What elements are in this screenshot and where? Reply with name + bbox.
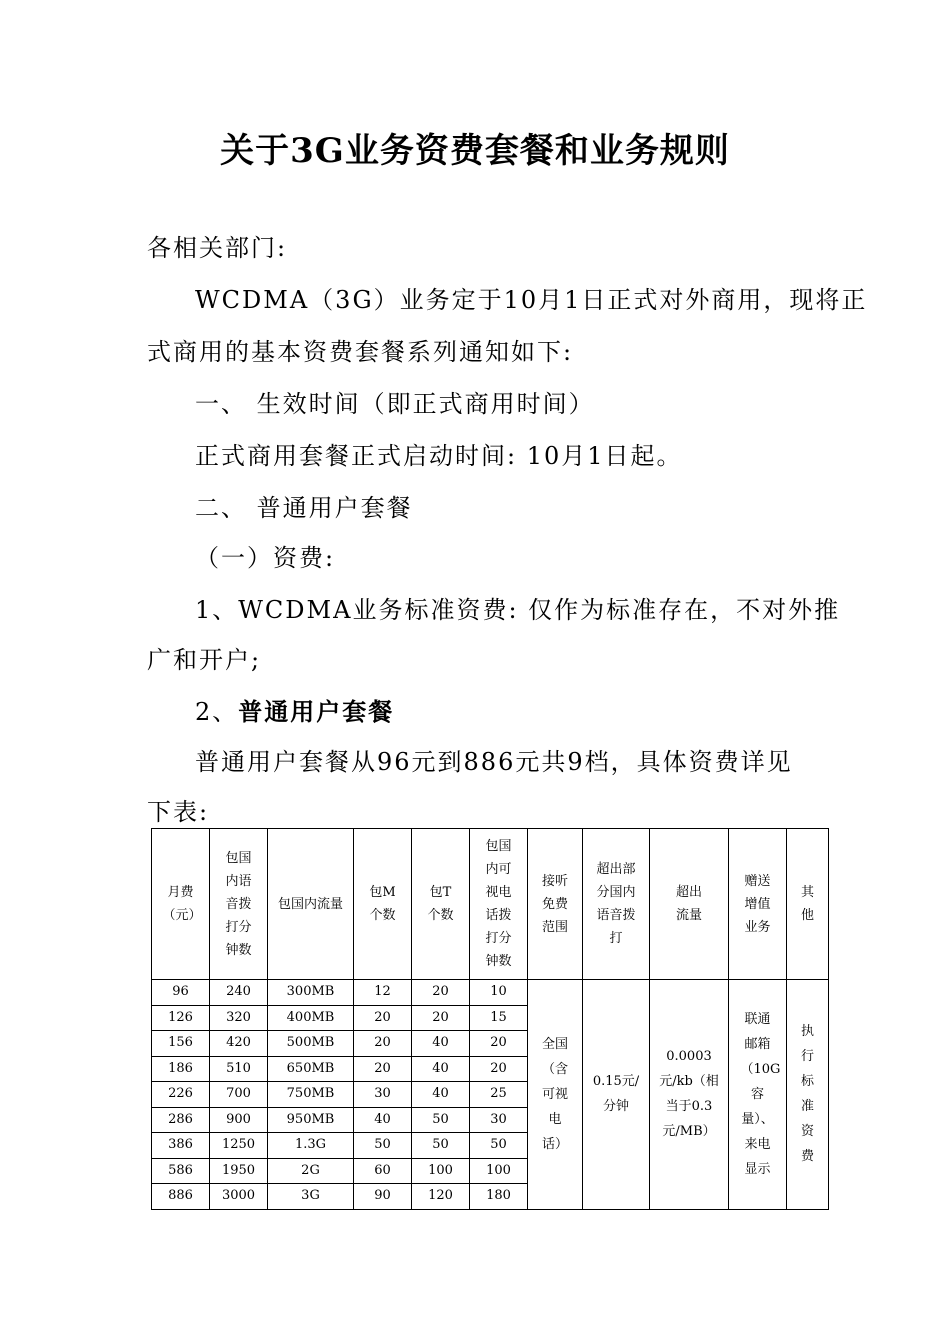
header-monthly-fee: 月费（元）: [152, 829, 210, 980]
header-data: 包国内流量: [268, 829, 354, 980]
cell-sms: 20: [354, 1031, 412, 1057]
cell-mms: 40: [412, 1082, 470, 1108]
cell-data: 300MB: [268, 980, 354, 1006]
cell-free-incoming: 全国（含可视电话）: [528, 980, 583, 1210]
cell-other: 执行标准资费: [787, 980, 829, 1210]
header-extra-voice: 超出部分国内语音拨打: [583, 829, 650, 980]
item2-title: 普通用户套餐: [238, 697, 395, 726]
cell-video: 180: [470, 1184, 528, 1210]
item2-body-line-2: 下表:: [147, 798, 210, 826]
item1-line-1: 1、WCDMA业务标准资费: 仅作为标准存在，不对外推: [195, 596, 841, 624]
cell-mms: 40: [412, 1056, 470, 1082]
cell-video: 50: [470, 1133, 528, 1159]
cell-voice: 240: [210, 980, 268, 1006]
cell-voice: 320: [210, 1005, 268, 1031]
page-title: 关于3G业务资费套餐和业务规则: [220, 131, 730, 171]
cell-video: 15: [470, 1005, 528, 1031]
cell-extra-voice: 0.15元/分钟: [583, 980, 650, 1210]
section1-body: 正式商用套餐正式启动时间: 10月1日起。: [195, 442, 683, 470]
cell-fee: 156: [152, 1031, 210, 1057]
cell-data: 2G: [268, 1158, 354, 1184]
header-sms: 包M个数: [354, 829, 412, 980]
cell-sms: 12: [354, 980, 412, 1006]
cell-sms: 20: [354, 1005, 412, 1031]
section1-heading: 一、 生效时间（即正式商用时间）: [195, 390, 595, 418]
table-row: [152, 980, 829, 1006]
cell-sms: 40: [354, 1107, 412, 1133]
cell-fee: 886: [152, 1184, 210, 1210]
cell-fee: 186: [152, 1056, 210, 1082]
cell-voice: 900: [210, 1107, 268, 1133]
tariff-table: [151, 828, 829, 1210]
header-bonus-services: 赠送增值业务: [729, 829, 787, 980]
cell-fee: 586: [152, 1158, 210, 1184]
section2-heading: 二、 普通用户套餐: [195, 494, 413, 522]
header-video-minutes: 包国内可视电话拨打分钟数: [470, 829, 528, 980]
header-voice-minutes: 包国内语音拨打分钟数: [210, 829, 268, 980]
cell-data: 3G: [268, 1184, 354, 1210]
cell-video: 20: [470, 1056, 528, 1082]
cell-voice: 510: [210, 1056, 268, 1082]
intro-line-2: 式商用的基本资费套餐系列通知如下:: [147, 338, 574, 366]
cell-sms: 50: [354, 1133, 412, 1159]
cell-video: 30: [470, 1107, 528, 1133]
cell-mms: 20: [412, 980, 470, 1006]
item2-heading: [195, 686, 875, 738]
cell-mms: 100: [412, 1158, 470, 1184]
item2-prefix: 2、: [195, 698, 239, 726]
cell-data: 1.3G: [268, 1133, 354, 1159]
cell-bonus-services: 联通邮箱（10G容量）、来电显示: [729, 980, 787, 1210]
cell-video: 20: [470, 1031, 528, 1057]
cell-mms: 50: [412, 1107, 470, 1133]
cell-fee: 126: [152, 1005, 210, 1031]
cell-video: 25: [470, 1082, 528, 1108]
cell-fee: 386: [152, 1133, 210, 1159]
cell-sms: 20: [354, 1056, 412, 1082]
header-other: 其他: [787, 829, 829, 980]
cell-mms: 50: [412, 1133, 470, 1159]
cell-fee: 226: [152, 1082, 210, 1108]
cell-data: 500MB: [268, 1031, 354, 1057]
cell-data: 950MB: [268, 1107, 354, 1133]
cell-data: 650MB: [268, 1056, 354, 1082]
header-mms: 包T个数: [412, 829, 470, 980]
header-free-incoming: 接听免费范围: [528, 829, 583, 980]
cell-extra-data: 0.0003元/kb（相当于0.3元/MB）: [650, 980, 729, 1210]
cell-voice: 420: [210, 1031, 268, 1057]
cell-video: 10: [470, 980, 528, 1006]
table-header-row: [152, 829, 829, 980]
cell-data: 400MB: [268, 1005, 354, 1031]
cell-data: 750MB: [268, 1082, 354, 1108]
subsection1-heading: （一）资费:: [195, 544, 336, 572]
item2-body-line-1: 普通用户套餐从96元到886元共9档，具体资费详见: [195, 748, 793, 776]
cell-mms: 120: [412, 1184, 470, 1210]
cell-mms: 20: [412, 1005, 470, 1031]
cell-sms: 60: [354, 1158, 412, 1184]
intro-line-1: WCDMA（3G）业务定于10月1日正式对外商用，现将正: [195, 286, 868, 314]
cell-voice: 1250: [210, 1133, 268, 1159]
cell-voice: 1950: [210, 1158, 268, 1184]
cell-voice: 700: [210, 1082, 268, 1108]
cell-sms: 30: [354, 1082, 412, 1108]
salutation: 各相关部门:: [147, 234, 288, 262]
cell-sms: 90: [354, 1184, 412, 1210]
header-extra-data: 超出流量: [650, 829, 729, 980]
cell-mms: 40: [412, 1031, 470, 1057]
cell-fee: 96: [152, 980, 210, 1006]
cell-video: 100: [470, 1158, 528, 1184]
item1-line-2: 广和开户;: [147, 646, 262, 674]
cell-fee: 286: [152, 1107, 210, 1133]
cell-voice: 3000: [210, 1184, 268, 1210]
